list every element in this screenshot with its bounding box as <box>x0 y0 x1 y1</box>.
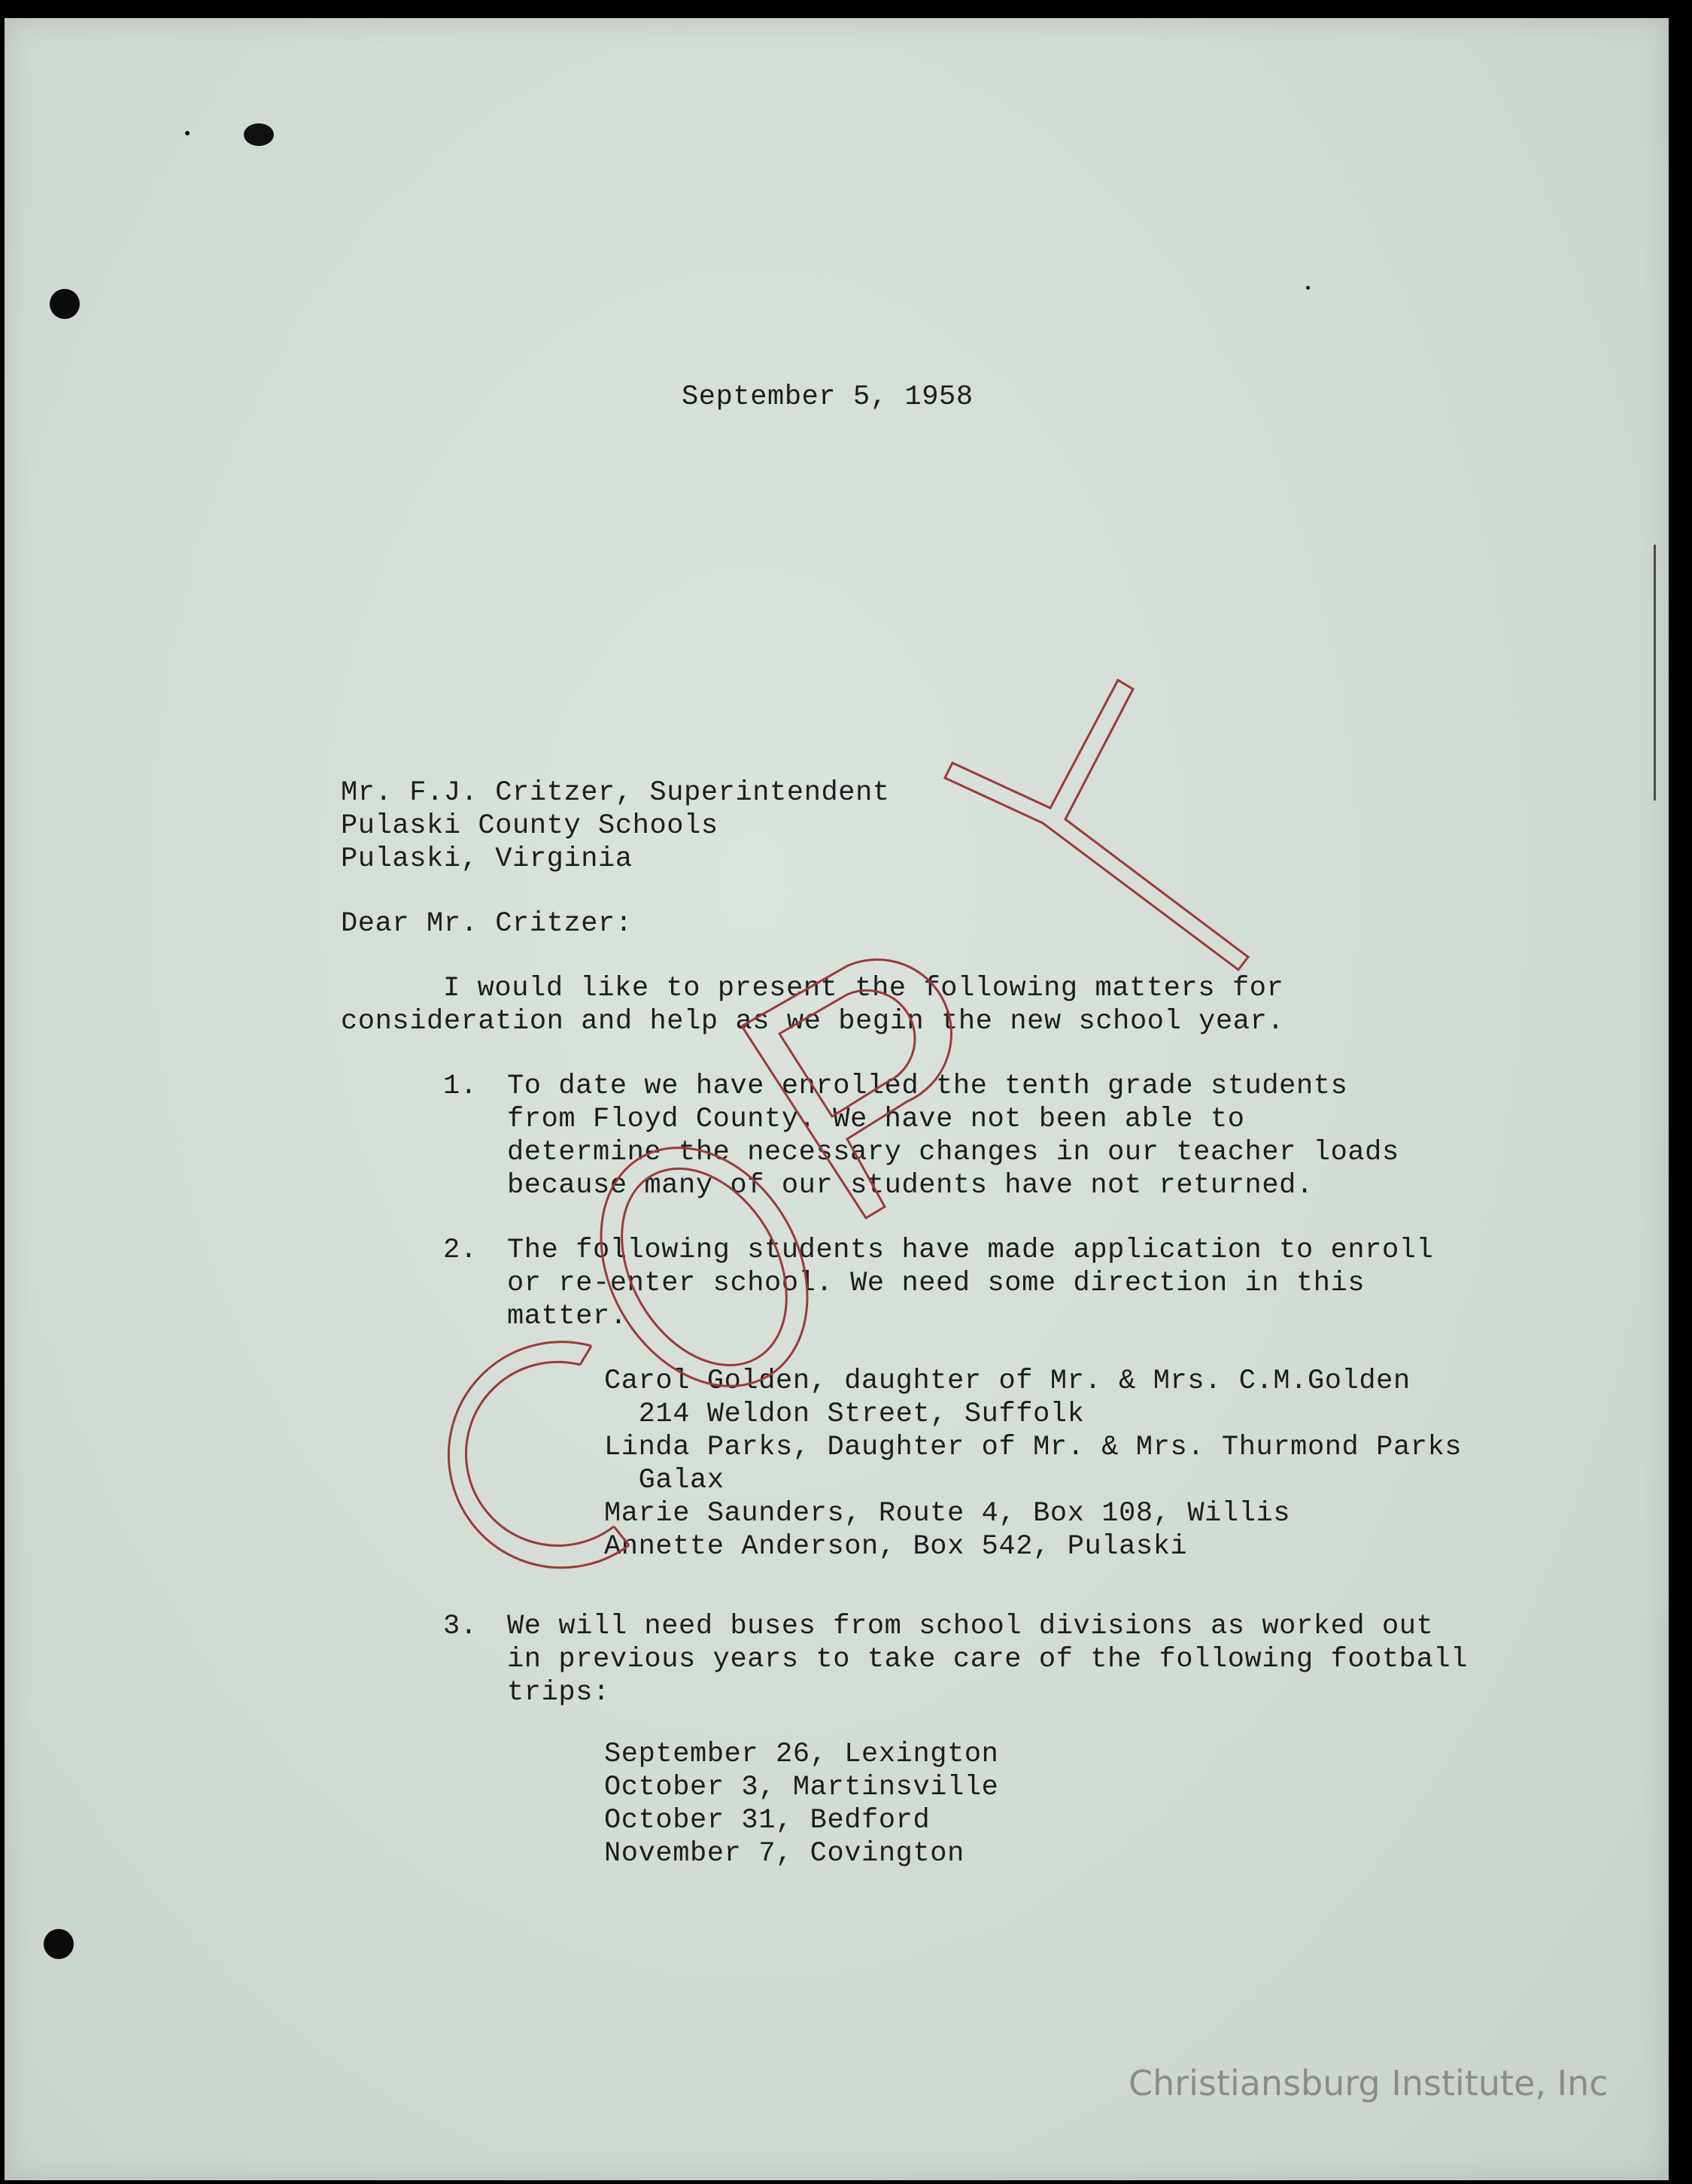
item-3-number: 3. <box>443 1611 478 1642</box>
item-1-line-3: determine the necessary changes in our teacher loads <box>507 1137 1399 1168</box>
copy-stamp <box>426 665 1268 1583</box>
student-line-5: Marie Saunders, Route 4, Box 108, Willis <box>604 1498 1291 1529</box>
trip-line-3: October 31, Bedford <box>604 1805 931 1836</box>
letter-page <box>5 18 1669 2180</box>
student-line-6: Annette Anderson, Box 542, Pulaski <box>604 1531 1188 1563</box>
item-3-line-2: in previous years to take care of the following football <box>507 1644 1469 1675</box>
punch-hole-top <box>50 289 80 319</box>
item-2-line-3: matter. <box>507 1301 627 1332</box>
student-line-4: Galax <box>604 1465 724 1496</box>
stamp-letter-c <box>448 1342 629 1568</box>
trip-line-4: November 7, Covington <box>604 1838 964 1870</box>
item-1-line-4: because many of our students have not returned. <box>507 1170 1314 1201</box>
intro-line-1: I would like to present the following matters for <box>443 973 1284 1004</box>
trip-line-1: September 26, Lexington <box>604 1739 999 1770</box>
salutation: Dear Mr. Critzer: <box>341 908 633 940</box>
address-line-3: Pulaski, Virginia <box>341 843 633 875</box>
item-2-line-1: The following students have made application to enroll <box>507 1235 1434 1266</box>
archive-watermark: Christiansburg Institute, Inc <box>1129 2063 1608 2104</box>
address-line-1: Mr. F.J. Critzer, Superintendent <box>341 777 890 809</box>
paper-fold-shadow <box>1654 545 1656 800</box>
item-2-line-2: or re-enter school. We need some direction in this <box>507 1268 1365 1299</box>
letter-date: September 5, 1958 <box>682 381 974 413</box>
intro-line-2: consideration and help as we begin the new school year. <box>341 1006 1285 1037</box>
stamp-letter-o <box>560 1110 849 1423</box>
stamp-letter-y <box>945 680 1248 970</box>
address-line-2: Pulaski County Schools <box>341 810 718 842</box>
student-line-2: 214 Weldon Street, Suffolk <box>604 1399 1085 1430</box>
student-line-1: Carol Golden, daughter of Mr. & Mrs. C.M.Golden <box>604 1365 1411 1397</box>
ink-speck <box>185 131 190 135</box>
ink-speck <box>1306 286 1310 290</box>
punch-hole-bottom <box>44 1929 74 1959</box>
item-1-line-2: from Floyd County. We have not been able to <box>507 1104 1245 1135</box>
item-1-line-1: To date we have enrolled the tenth grade students <box>507 1071 1348 1102</box>
item-2-number: 2. <box>443 1235 478 1266</box>
ink-blot <box>244 123 274 146</box>
stamp-letter-p <box>742 960 951 1218</box>
trip-line-2: October 3, Martinsville <box>604 1772 999 1803</box>
student-line-3: Linda Parks, Daughter of Mr. & Mrs. Thurmond Parks <box>604 1432 1463 1463</box>
item-3-line-1: We will need buses from school divisions as worked out <box>507 1611 1434 1642</box>
item-1-number: 1. <box>443 1071 478 1102</box>
item-3-line-3: trips: <box>507 1677 610 1709</box>
